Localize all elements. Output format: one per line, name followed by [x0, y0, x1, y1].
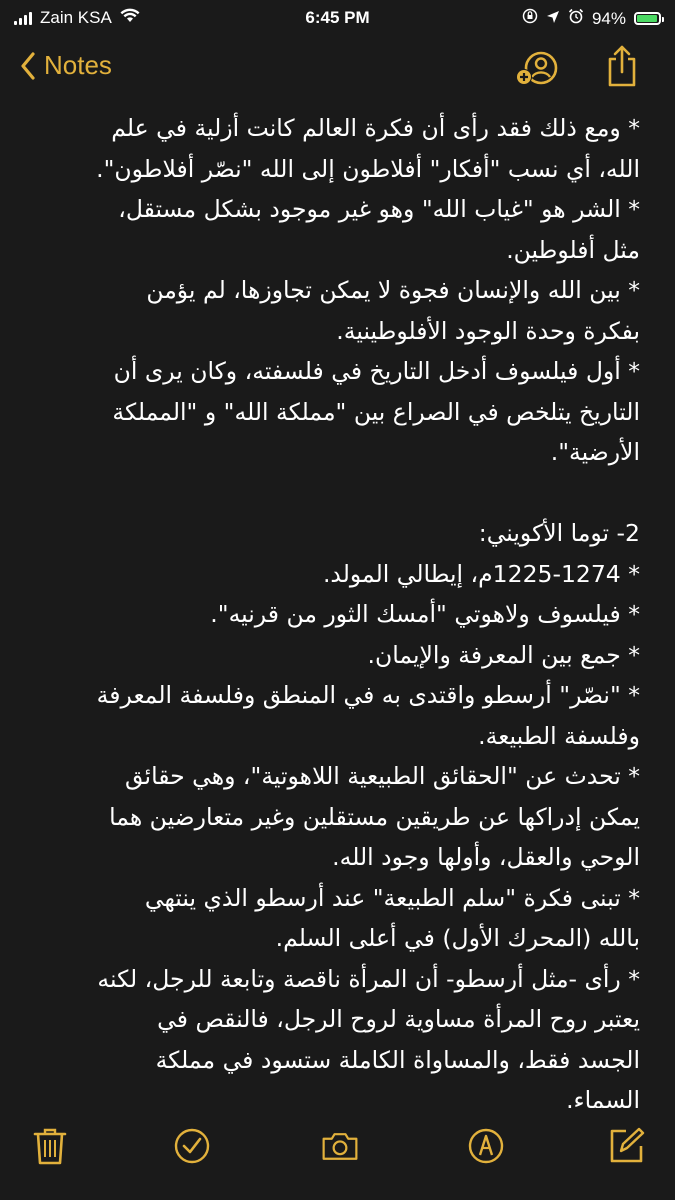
- note-line: يمكن إدراكها عن طريقين مستقلين وغير متعارضين هما: [109, 802, 640, 831]
- note-line: بفكرة وحدة الوجود الأفلوطينية.: [336, 316, 640, 345]
- note-line: [36, 473, 640, 514]
- note-line: الوحي والعقل، وأولها وجود الله.: [332, 843, 640, 871]
- back-button[interactable]: [20, 50, 112, 81]
- note-line: * أول فيلسوف أدخل التاريخ في فلسفته، وكان يرى أن: [113, 357, 640, 385]
- note-line: 2- توما الأكويني:: [478, 519, 640, 547]
- note-line: * بين الله والإنسان فجوة لا يمكن تجاوزها، لم يؤمن: [146, 276, 640, 304]
- note-line: الجسد فقط، والمساواة الكاملة ستسود في مملكة: [155, 1045, 640, 1074]
- note-line: الأرضية".: [550, 438, 640, 466]
- camera-icon: [320, 1128, 360, 1164]
- carrier-label: Zain KSA: [40, 8, 112, 27]
- compose-icon: [606, 1126, 646, 1166]
- note-body[interactable]: [36, 108, 640, 1108]
- battery-fill: [637, 15, 657, 22]
- note-line: بالله (المحرك الأول) في أعلى السلم.: [275, 924, 640, 952]
- markup-icon: [467, 1127, 505, 1165]
- checklist-button[interactable]: [172, 1126, 212, 1166]
- back-button-label: Notes: [44, 50, 112, 80]
- note-line: التاريخ يتلخص في الصراع بين "مملكة الله" و "المملكة: [112, 397, 640, 426]
- status-time: 6:45 PM: [305, 8, 370, 27]
- battery-percent: 94%: [591, 8, 626, 28]
- note-line: السماء.: [566, 1086, 640, 1108]
- note-line: * فيلسوف ولاهوتي "أمسك الثور من قرنيه".: [210, 600, 640, 628]
- note-line: * تحدث عن "الحقائق الطبيعية اللاهوتية"، وهي حقائق: [124, 762, 640, 790]
- status-bar: [0, 0, 675, 36]
- bottom-toolbar: [0, 1110, 675, 1200]
- note-line: الله، أي نسب "أفكار" أفلاطون إلى الله "نصّر أفلاطون".: [96, 154, 640, 183]
- note-line: وفلسفة الطبيعة.: [478, 721, 640, 750]
- note-line: * 1225-1274م، إيطالي المولد.: [322, 559, 640, 588]
- markup-button[interactable]: [466, 1126, 506, 1166]
- note-line: مثل أفلوطين.: [506, 235, 640, 264]
- share-button[interactable]: [604, 44, 640, 92]
- note-line: * الشر هو "غياب الله" وهو غير موجود بشكل مستقل،: [118, 195, 640, 223]
- add-people-button[interactable]: [514, 48, 560, 92]
- nav-bar: [0, 40, 675, 100]
- camera-button[interactable]: [320, 1126, 360, 1166]
- note-line: * تبنى فكرة "سلم الطبيعة" عند أرسطو الذي ينتهي: [144, 883, 640, 912]
- delete-button[interactable]: [30, 1126, 70, 1166]
- orientation-lock-icon: [522, 8, 538, 29]
- note-line: يعتبر روح المرأة مساوية لروح الرجل، فالنقص في: [157, 1005, 640, 1033]
- note-line: * جمع بين المعرفة والإيمان.: [367, 640, 640, 669]
- note-line: * "نصّر" أرسطو واقتدى به في المنطق وفلسفة المعرفة: [96, 681, 640, 709]
- note-line: * رأى -مثل أرسطو- أن المرأة ناقصة وتابعة للرجل، لكنه: [97, 964, 640, 993]
- location-icon: [546, 9, 560, 29]
- note-line: * ومع ذلك فقد رأى أن فكرة العالم كانت أزلية في علم: [111, 114, 640, 142]
- share-icon: [604, 44, 640, 88]
- battery-icon: [634, 12, 661, 25]
- alarm-icon: [568, 8, 584, 29]
- trash-icon: [33, 1126, 67, 1166]
- add-person-icon: [514, 48, 560, 88]
- compose-button[interactable]: [606, 1126, 646, 1166]
- status-right: [522, 8, 661, 29]
- checklist-icon: [173, 1127, 211, 1165]
- chevron-left-icon: [20, 52, 36, 80]
